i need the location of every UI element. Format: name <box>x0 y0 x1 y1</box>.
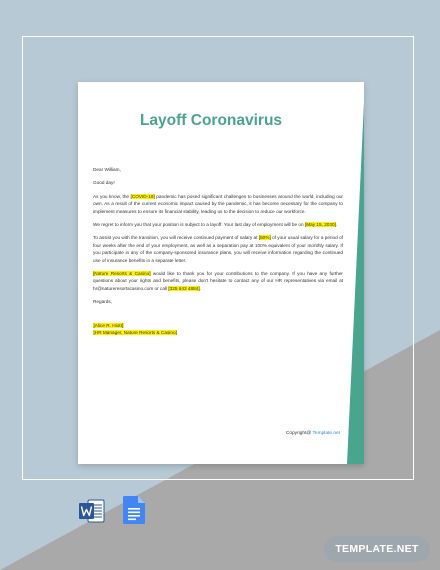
highlight-percent: [50%] <box>258 235 271 241</box>
paragraph-2 <box>93 221 343 228</box>
paragraph-2-text: We regret to inform you that your position is subject to a layoff. Your last day of employment will be on <box>93 222 305 228</box>
paragraph-3 <box>93 234 343 264</box>
signature-title-line <box>93 329 177 336</box>
opening: Good day! <box>93 180 115 186</box>
paragraph-1 <box>93 193 343 215</box>
word-doc-icon[interactable] <box>79 498 105 524</box>
paragraph-4-text: would like to thank you for your contributions to the company. If you have any further questions about your rights and benefits, please don't hesitate to contact any of our HR representatives via email at hr@natureresortscasino.com or call <box>93 271 343 291</box>
signature-title: [HR Manager, Nature Resorts & Casino] <box>93 330 177 336</box>
paper-accent-stripe <box>344 82 364 464</box>
copyright-brand: Template.net <box>312 431 340 436</box>
template-net-badge[interactable]: TEMPLATE.NET <box>324 536 430 562</box>
highlight-company: [Nature Resorts & Casino] <box>93 271 151 277</box>
paragraph-4 <box>93 270 343 292</box>
copyright-prefix: Copyright@ <box>285 431 313 436</box>
greeting: Dear William, <box>93 167 121 172</box>
signature-name-line <box>93 322 124 329</box>
closing: Regards, <box>93 299 113 305</box>
paragraph-2-text-rest: . <box>335 222 338 228</box>
letter-paper <box>78 82 364 464</box>
signature-block <box>93 322 343 337</box>
paragraph-3-text: To assist you with the transition, you will receive continued payment of salary at <box>93 235 259 241</box>
paragraph-3-text-rest: of your usual salary for a period of four weeks after the end of your employment, as well as a separation pay at 100% equivalent of your monthly salary. If you participate in any of the company-sponsored insurance plans, you will receive information regarding the continued use of insurance benefits in a separate letter. <box>93 235 343 263</box>
highlight-phone: [325 643 4884] <box>168 285 200 291</box>
paragraph-1-text: As you know, the <box>93 193 131 199</box>
document-title: Layoff Coronavirus <box>139 112 283 129</box>
copyright-line <box>78 431 344 436</box>
paragraph-4-text-rest: . <box>199 285 201 291</box>
highlight-date: [May 15, 2030] <box>304 222 336 228</box>
letter-body <box>93 166 343 337</box>
paragraph-1-text-rest: pandemic has posed significant challenges to businesses around the world, including our own. As a result of the current economic impact caused by the pandemic, it has become necessary for the company to implement measures to ensure its financial stability, leading us to the decision to reduce our workforce. <box>93 193 343 214</box>
signature-name: [Alice R. Hiott] <box>93 322 124 328</box>
google-docs-icon[interactable] <box>123 496 145 524</box>
highlight-covid: [COVID-19] <box>130 193 155 199</box>
